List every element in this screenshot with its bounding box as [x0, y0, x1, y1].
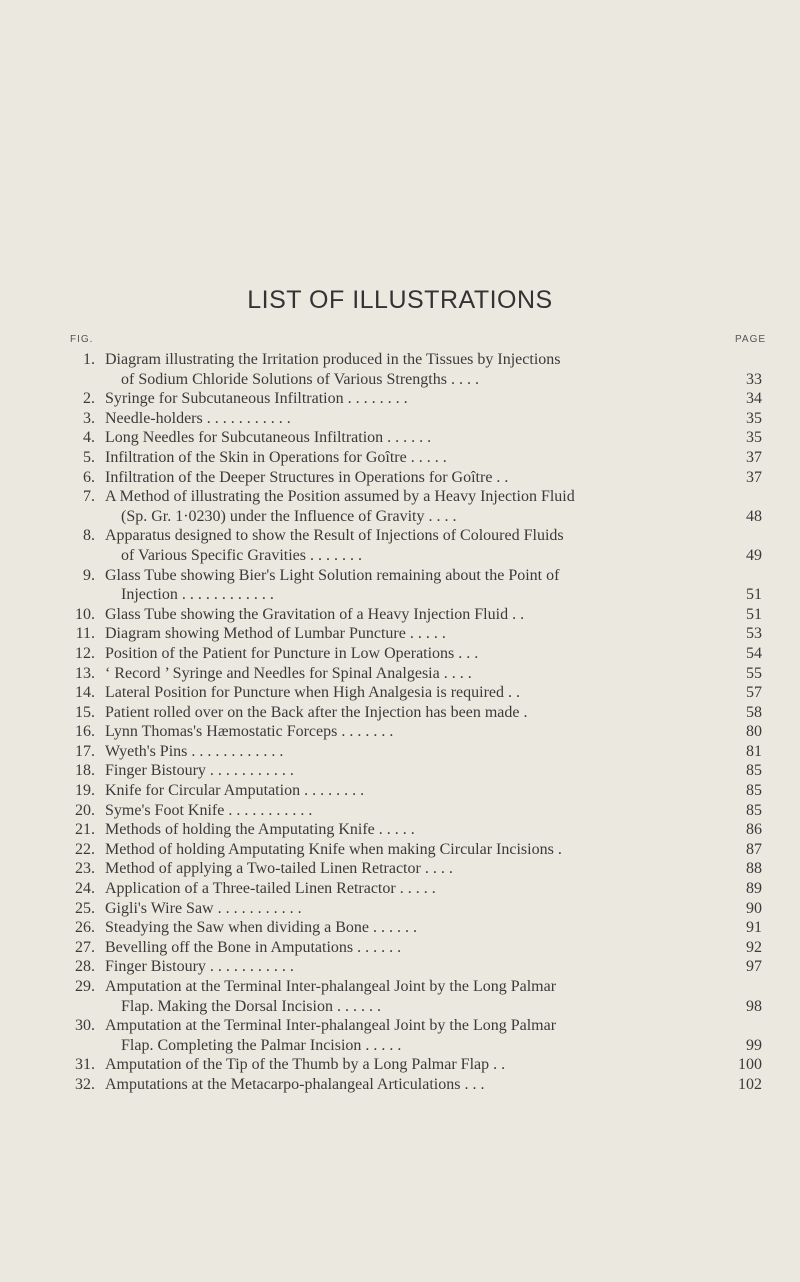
- list-item: [0, 468, 800, 488]
- page-number: 33: [746, 370, 762, 388]
- figure-caption-line: Infiltration of the Skin in Operations for Goître . . . . .: [105, 448, 447, 466]
- figure-caption-line: Wyeth's Pins . . . . . . . . . . . .: [105, 742, 284, 760]
- page-number: 100: [738, 1056, 762, 1074]
- figure-number: 12.: [75, 644, 95, 662]
- figure-caption-line: Flap. Making the Dorsal Incision . . . . . .: [121, 997, 381, 1015]
- figure-number: 16.: [75, 723, 95, 741]
- figure-number: 13.: [75, 664, 95, 682]
- page-number: 88: [746, 860, 762, 878]
- figure-caption-line: Knife for Circular Amputation . . . . . . . .: [105, 782, 365, 800]
- figure-number: 15.: [75, 703, 95, 721]
- figure-caption-line: Finger Bistoury . . . . . . . . . . .: [105, 762, 294, 780]
- list-item: [0, 389, 800, 409]
- figure-caption-line: Apparatus designed to show the Result of Injections of Coloured Fluids: [105, 527, 564, 545]
- figure-caption-line: Steadying the Saw when dividing a Bone . . . . . .: [105, 919, 417, 937]
- figure-number: 17.: [75, 742, 95, 760]
- fig-column-header: FIG.: [70, 334, 94, 345]
- page-number: 91: [746, 919, 762, 937]
- page-number: 53: [746, 625, 762, 643]
- figure-number: 11.: [75, 625, 95, 643]
- figure-number: 9.: [83, 566, 95, 584]
- figure-number: 1.: [83, 351, 95, 368]
- page-number: 86: [746, 821, 762, 839]
- list-item: [0, 899, 800, 919]
- list-item: [0, 977, 800, 1016]
- page-number: 51: [746, 586, 762, 604]
- figure-caption-line: Patient rolled over on the Back after the Injection has been made .: [105, 703, 528, 721]
- list-item: [0, 1016, 800, 1055]
- figure-caption-line: Injection . . . . . . . . . . . .: [121, 586, 274, 604]
- figure-number: 2.: [83, 390, 95, 408]
- page-column-header: PAGE: [735, 334, 767, 345]
- figure-caption-line: of Sodium Chloride Solutions of Various Strengths . . . .: [121, 370, 479, 388]
- list-item: [0, 644, 800, 664]
- list-item: [0, 664, 800, 684]
- figure-caption-line: Lynn Thomas's Hæmostatic Forceps . . . . . . .: [105, 723, 394, 741]
- figure-caption-line: ‘ Record ’ Syringe and Needles for Spinal Analgesia . . . .: [105, 664, 472, 682]
- page-number: 80: [746, 723, 762, 741]
- figure-caption-line: Infiltration of the Deeper Structures in Operations for Goître . .: [105, 468, 509, 486]
- list-item: [0, 742, 800, 762]
- list-item: [0, 722, 800, 742]
- figure-caption-line: Syringe for Subcutaneous Infiltration . . . . . . . .: [105, 390, 408, 408]
- figure-caption-line: A Method of illustrating the Position assumed by a Heavy Injection Fluid: [105, 488, 575, 506]
- list-item: [0, 428, 800, 448]
- list-item: [0, 526, 800, 565]
- figure-caption-line: Amputation at the Terminal Inter-phalangeal Joint by the Long Palmar: [105, 1017, 557, 1035]
- page-number: 102: [738, 1075, 762, 1093]
- figure-caption-line: Long Needles for Subcutaneous Infiltration . . . . . .: [105, 429, 432, 447]
- figure-number: 29.: [75, 978, 95, 995]
- list-item: [0, 938, 800, 958]
- figure-number: 31.: [75, 1056, 95, 1074]
- list-item: [0, 683, 800, 703]
- figure-caption-line: Glass Tube showing Bier's Light Solution remaining about the Point of: [105, 566, 560, 584]
- figure-number: 28.: [75, 958, 95, 976]
- figure-caption-line: Amputation at the Terminal Inter-phalangeal Joint by the Long Palmar: [105, 978, 557, 995]
- page-number: 81: [746, 742, 762, 760]
- figure-number: 19.: [75, 782, 95, 800]
- list-item: [0, 1055, 800, 1075]
- figure-number: 27.: [75, 938, 95, 956]
- figure-caption-line: Diagram illustrating the Irritation produced in the Tissues by Injections: [105, 351, 561, 368]
- figure-caption-line: Position of the Patient for Puncture in Low Operations . . .: [105, 644, 479, 662]
- list-item: [0, 840, 800, 860]
- page-number: 55: [746, 664, 762, 682]
- page-number: 35: [746, 429, 762, 447]
- list-item: [0, 859, 800, 879]
- figure-caption-line: Methods of holding the Amputating Knife . . . . .: [105, 821, 415, 839]
- figure-number: 7.: [83, 488, 95, 506]
- list-item: [0, 624, 800, 644]
- figure-caption-line: Amputation of the Tip of the Thumb by a Long Palmar Flap . .: [105, 1056, 506, 1074]
- page-number: 48: [746, 507, 762, 525]
- list-item: [0, 957, 800, 977]
- figure-caption-line: of Various Specific Gravities . . . . . . .: [121, 546, 362, 564]
- figure-caption-line: Method of applying a Two-tailed Linen Retractor . . . .: [105, 860, 453, 878]
- figure-number: 6.: [83, 468, 95, 486]
- page-number: 92: [746, 938, 762, 956]
- figure-caption-line: Flap. Completing the Palmar Incision . . . . .: [121, 1036, 402, 1054]
- list-item: [0, 781, 800, 801]
- figure-caption-line: Glass Tube showing the Gravitation of a Heavy Injection Fluid . .: [105, 605, 525, 623]
- page-number: 57: [746, 684, 762, 702]
- figure-number: 8.: [83, 527, 95, 545]
- list-item: [0, 879, 800, 899]
- figure-number: 25.: [75, 899, 95, 917]
- list-item: [0, 409, 800, 429]
- figure-number: 22.: [75, 840, 95, 858]
- list-item: [0, 918, 800, 938]
- figure-caption-line: Diagram showing Method of Lumbar Puncture . . . . .: [105, 625, 446, 643]
- illustrations-list: [0, 350, 800, 1095]
- figure-caption-line: Method of holding Amputating Knife when making Circular Incisions .: [105, 840, 562, 858]
- page-number: 58: [746, 703, 762, 721]
- figure-caption-line: Application of a Three-tailed Linen Retractor . . . . .: [105, 880, 436, 898]
- page-number: 51: [746, 605, 762, 623]
- page-number: 89: [746, 880, 762, 898]
- page-number: 97: [746, 958, 762, 976]
- figure-number: 10.: [75, 605, 95, 623]
- figure-number: 30.: [75, 1017, 95, 1035]
- figure-caption-line: Amputations at the Metacarpo-phalangeal Articulations . . .: [105, 1075, 485, 1093]
- page-number: 90: [746, 899, 762, 917]
- page-number: 37: [746, 448, 762, 466]
- figure-caption-line: Bevelling off the Bone in Amputations . . . . . .: [105, 938, 402, 956]
- list-item: [0, 566, 800, 605]
- list-item: [0, 605, 800, 625]
- page-number: 85: [746, 762, 762, 780]
- figure-number: 3.: [83, 409, 95, 427]
- list-item: [0, 820, 800, 840]
- list-item: [0, 801, 800, 821]
- page-number: 37: [746, 468, 762, 486]
- page-number: 85: [746, 801, 762, 819]
- page-title: LIST OF ILLUSTRATIONS: [247, 286, 553, 314]
- figure-number: 23.: [75, 860, 95, 878]
- figure-number: 21.: [75, 821, 95, 839]
- figure-number: 26.: [75, 919, 95, 937]
- list-item: [0, 703, 800, 723]
- list-item: [0, 487, 800, 526]
- page-number: 87: [746, 840, 762, 858]
- list-item: [0, 448, 800, 468]
- page-number: 34: [746, 390, 762, 408]
- figure-caption-line: Syme's Foot Knife . . . . . . . . . . .: [105, 801, 313, 819]
- figure-caption-line: Lateral Position for Puncture when High Analgesia is required . .: [105, 684, 521, 702]
- page-number: 99: [746, 1036, 762, 1054]
- figure-caption-line: Gigli's Wire Saw . . . . . . . . . . .: [105, 899, 302, 917]
- figure-number: 20.: [75, 801, 95, 819]
- list-item: [0, 1075, 800, 1095]
- figure-number: 18.: [75, 762, 95, 780]
- figure-caption-line: Finger Bistoury . . . . . . . . . . .: [105, 958, 294, 976]
- figure-number: 24.: [75, 880, 95, 898]
- figure-number: 5.: [83, 448, 95, 466]
- page-number: 98: [746, 997, 762, 1015]
- page-number: 85: [746, 782, 762, 800]
- list-item: [0, 350, 800, 389]
- figure-number: 14.: [75, 684, 95, 702]
- page-number: 54: [746, 644, 762, 662]
- page-number: 35: [746, 409, 762, 427]
- figure-caption-line: Needle-holders . . . . . . . . . . .: [105, 409, 291, 427]
- page-number: 49: [746, 546, 762, 564]
- figure-number: 32.: [75, 1075, 95, 1093]
- list-item: [0, 761, 800, 781]
- figure-number: 4.: [83, 429, 95, 447]
- figure-caption-line: (Sp. Gr. 1·0230) under the Influence of Gravity . . . .: [121, 507, 457, 525]
